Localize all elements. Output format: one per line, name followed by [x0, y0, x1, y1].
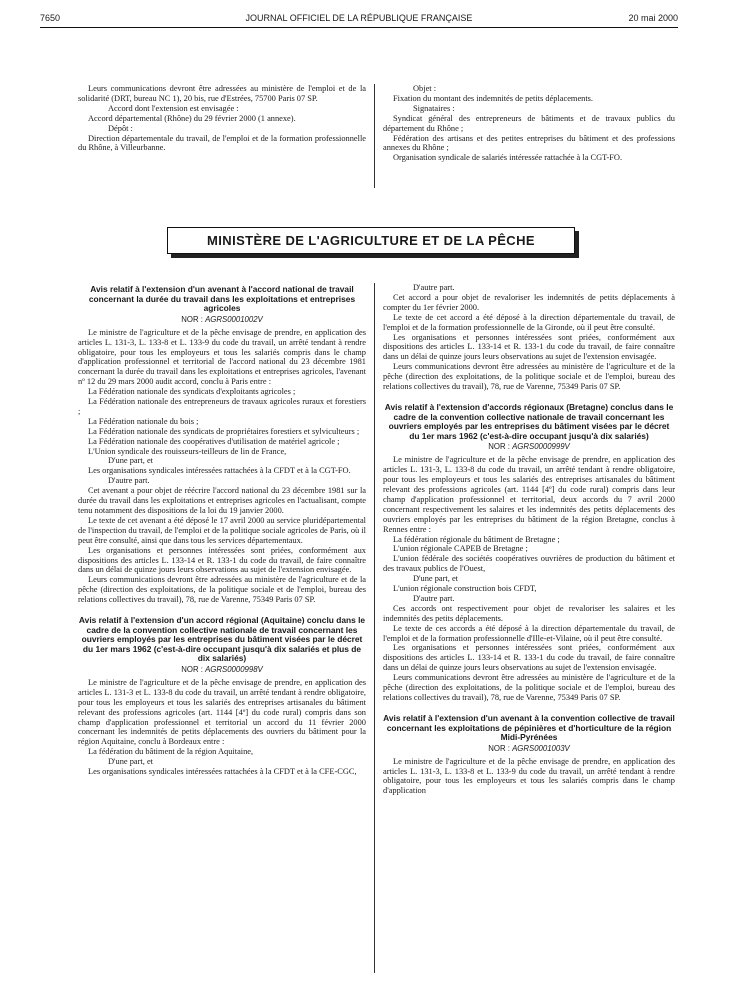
paragraph: D'autre part.	[108, 476, 150, 486]
nor-label: NOR :	[181, 314, 203, 324]
paragraph: Objet :	[413, 84, 437, 93]
column-divider	[374, 283, 375, 973]
top-left-column	[78, 84, 366, 153]
notice-title: Avis relatif à l'extension d'un accord régional (Aquitaine) conclu dans le cadre de la convention collective nationale de travail concernant les ouvriers employés par les entreprises du bâtiment visées par le décret du 1er mars 1962 (c'est-à-dire occupant jusqu'à dix salariés et plus de dix salariés)	[78, 615, 366, 664]
ministry-title: MINISTÈRE DE L'AGRICULTURE ET DE LA PÊCHE	[167, 227, 575, 254]
paragraph: Organisation syndicale de salariés intéressée rattachée à la CGT-FO.	[393, 153, 623, 163]
paragraph: Syndicat général des entrepreneurs de bâtiments et de travaux publics du département du Rhône ;	[383, 113, 675, 133]
paragraph: L'Union syndicale des rouisseurs-teilleurs de lin de France,	[88, 446, 287, 456]
paragraph: Dépôt :	[108, 123, 133, 133]
paragraph: La Fédération nationale des syndicats de propriétaires forestiers et sylviculteurs ;	[88, 426, 360, 436]
paragraph: Accord départemental (Rhône) du 29 février 2000 (1 annexe).	[88, 113, 296, 123]
paragraph: Le ministre de l'agriculture et de la pêche envisage de prendre, en application des articles L. 131-3, L. 133-8 et L. 133-9 du code du travail, un arrêté tendant à rendre obligatoire, pour tous les employeurs et tous les salariés compris dans le champ d'application professionnel et territorial de l'accord national du 23 décembre 1981 concernant la durée du travail dans les exploitations et entreprises agricoles, l'avenant nº 12 du 29 mars 2000 audit accord, conclu à Paris entre :	[78, 327, 366, 387]
nor-code: AGRS0001002V	[205, 314, 263, 324]
nor-code: AGRS0000999V	[512, 442, 570, 452]
paragraph: Fixation du montant des indemnités de petits déplacements.	[393, 93, 594, 103]
page-number: 7650	[40, 13, 61, 23]
section-gap	[383, 392, 675, 401]
paragraph: D'autre part.	[413, 283, 455, 292]
paragraph: Leurs communications devront être adressées au ministère de l'agriculture et de la pêche (direction des exploitations, de la politique sociale et de l'emploi, bureau des relations collectives du travail), 78, rue de Varenne, 75349 Paris 07 SP.	[78, 575, 366, 605]
paragraph: Les organisations et personnes intéressées sont priées, conformément aux dispositions des articles L. 133-14 et R. 133-1 du code du travail, de faire connaître dans un délai de quinze jours leurs observations au sujet de l'extension envisagée.	[78, 545, 366, 575]
nor-label: NOR :	[488, 442, 510, 452]
paragraph: L'union fédérale des sociétés coopératives ouvrières de production du bâtiment et des travaux publics de l'Ouest,	[383, 554, 675, 574]
paragraph: Le ministre de l'agriculture et de la pêche envisage de prendre, en application des articles L. 131-3 et L. 133-8 du code du travail, un arrêté tendant à rendre obligatoire, pour tous les employeurs et tous les salariés des entreprises artisanales du bâtiment relevant des professions agricoles (art. 1144 [4º] du code rural) compris dans son champ d'application professionnel et territorial un accord du 11 février 2000 concernant les indemnités de petits déplacements des ouvriers du bâtiment pour la région Aquitaine, conclu à Bordeaux entre :	[78, 677, 366, 747]
main-left-column	[78, 283, 366, 777]
main-right-column	[383, 283, 675, 796]
paragraph: Ces accords ont respectivement pour objet de revaloriser les salaires et les indemnités des petits déplacements.	[383, 603, 675, 623]
paragraph: Le ministre de l'agriculture et de la pêche envisage de prendre, en application des articles L. 131-3, L. 133-8 et L. 133-9 du code du travail, un arrêté tendant à rendre obligatoire, pour tous les employeurs et tous les salariés compris dans le champ d'application	[383, 756, 675, 796]
page-header	[40, 10, 678, 28]
notice-title: Avis relatif à l'extension d'un avenant à l'accord national de travail concernant la durée du travail dans les exploitations et entreprises agricoles	[88, 284, 356, 314]
paragraph: D'une part, et	[108, 757, 153, 767]
paragraph: La Fédération nationale des coopératives d'utilisation de matériel agricole ;	[88, 436, 340, 446]
nor-reference	[78, 665, 366, 675]
top-right-column	[383, 84, 675, 163]
nor-label: NOR :	[181, 665, 203, 675]
paragraph: Direction départementale du travail, de l'emploi et de la formation professionnelle du Rhône, à Villeurbanne.	[78, 133, 366, 153]
nor-label: NOR :	[488, 743, 510, 753]
paragraph: D'une part, et	[108, 456, 153, 466]
paragraph: Cet avenant a pour objet de réécrire l'accord national du 23 décembre 1981 sur la durée du travail dans les exploitations et entreprises agricoles en l'actualisant, compte tenu notamment des dispositions de la loi du 19 janvier 2000.	[78, 486, 366, 515]
paragraph: La fédération du bâtiment de la région Aquitaine,	[88, 747, 254, 757]
paragraph: Les organisations syndicales intéressées rattachées à la CFDT et à la CGT-FO.	[88, 466, 351, 476]
paragraph: La Fédération nationale des entrepreneurs de travaux agricoles ruraux et forestiers ;	[78, 397, 366, 416]
paragraph: Accord dont l'extension est envisagée :	[108, 103, 239, 113]
section-gap	[383, 703, 675, 712]
paragraph: D'autre part.	[413, 593, 455, 603]
issue-date: 20 mai 2000	[628, 13, 678, 23]
nor-reference	[78, 315, 366, 325]
paragraph: Leurs communications devront être adressées au ministère de l'agriculture et de la pêche (direction des exploitations, de la politique sociale et de l'emploi, bureau des relations collectives du travail), 78, rue de Varenne, 75349 Paris 07 SP.	[383, 362, 675, 392]
paragraph: Le texte de cet avenant a été déposé le 17 avril 2000 au service pluridépartemental de l'inspection du travail, de l'emploi et de la politique sociale agricoles de Paris, où il peut être consulté, ainsi que dans tous les services départementaux.	[78, 515, 366, 545]
nor-reference	[383, 442, 675, 452]
paragraph: D'une part, et	[413, 574, 458, 584]
section-gap	[78, 605, 366, 614]
paragraph: Fédération des artisans et des petites entreprises du bâtiment et des professions annexes du Rhône ;	[383, 133, 675, 153]
paragraph: Le texte de ces accords a été déposé à la direction départementale du travail, de l'emploi et de la formation professionnelle d'Ille-et-Vilaine, où il peut être consulté.	[383, 623, 675, 643]
paragraph: La Fédération nationale du bois ;	[88, 416, 199, 426]
paragraph: Le ministre de l'agriculture et de la pêche envisage de prendre, en application des articles L. 131-3, L. 133-8 du code du travail, un arrêté tendant à rendre obligatoire, pour tous les employeurs et tous les salariés des entreprises artisanales du bâtiment relevant des professions agricoles (art. 1144 [4º] du code rural) compris dans leur champ d'application professionnel et territorial, deux accords du 7 avril 2000 concernant respectivement les salaires et les indemnités des petits déplacements des ouvriers employés par les entreprises du bâtiment de la région Bretagne, conclus à Rennes entre :	[383, 455, 675, 534]
nor-code: AGRS0001003V	[512, 743, 570, 753]
paragraph: Les organisations et personnes intéressées sont priées, conformément aux dispositions des articles L. 133-14 et R. 133-1 du code du travail, de faire connaître dans un délai de quinze jours leurs observations au sujet de l'extension envisagée.	[383, 332, 675, 362]
column-divider	[374, 84, 375, 188]
paragraph: La Fédération nationale des syndicats d'exploitants agricoles ;	[88, 387, 296, 397]
notice-title: Avis relatif à l'extension d'accords régionaux (Bretagne) conclus dans le cadre de la convention collective nationale de travail concernant les ouvriers employés par les entreprises du bâtiment visées par le décret du 1er mars 1962 (c'est-à-dire occupant jusqu'à dix salariés)	[384, 401, 674, 441]
paragraph: L'union régionale CAPEB de Bretagne ;	[393, 544, 528, 554]
paragraph: Cet accord a pour objet de revaloriser les indemnités de petits déplacements à compter du 1er février 2000.	[383, 292, 675, 312]
paragraph: Leurs communications devront être adressées au ministère de l'agriculture et de la pêche (direction des exploitations, de la politique sociale et de l'emploi, bureau des relations collectives du travail), 78, rue de Varenne, 75349 Paris 07 SP.	[383, 673, 675, 702]
nor-reference	[383, 744, 675, 754]
paragraph: Le texte de cet accord a été déposé à la direction départementale du travail, de l'emploi et de la formation professionnelle de la Gironde, où il peut être consulté.	[383, 312, 675, 332]
paragraph: La fédération régionale du bâtiment de Bretagne ;	[393, 534, 560, 544]
paragraph: L'union régionale construction bois CFDT,	[393, 584, 537, 594]
journal-title: JOURNAL OFFICIEL DE LA RÉPUBLIQUE FRANÇAISE	[245, 13, 473, 23]
paragraph: Signataires :	[413, 103, 455, 113]
paragraph: Les organisations et personnes intéressées sont priées, conformément aux dispositions des articles L. 133-14 et R. 133-1 du code du travail, de faire connaître dans un délai de quinze jours leurs observations au sujet de l'extension envisagée.	[383, 643, 675, 673]
notice-title: Avis relatif à l'extension d'un avenant à la convention collective de travail concernant les exploitations de pépinières et d'horticulture de la région Midi-Pyrénées	[383, 712, 675, 743]
paragraph: Les organisations syndicales intéressées rattachées à la CFDT et à la CFE-CGC,	[88, 767, 357, 777]
nor-code: AGRS0000998V	[205, 665, 263, 675]
paragraph: Leurs communications devront être adressées au ministère de l'emploi et de la solidarité (DRT, bureau NC 1), 20 bis, rue d'Estrées, 75700 Paris 07 SP.	[78, 84, 366, 103]
ministry-banner	[167, 227, 581, 260]
